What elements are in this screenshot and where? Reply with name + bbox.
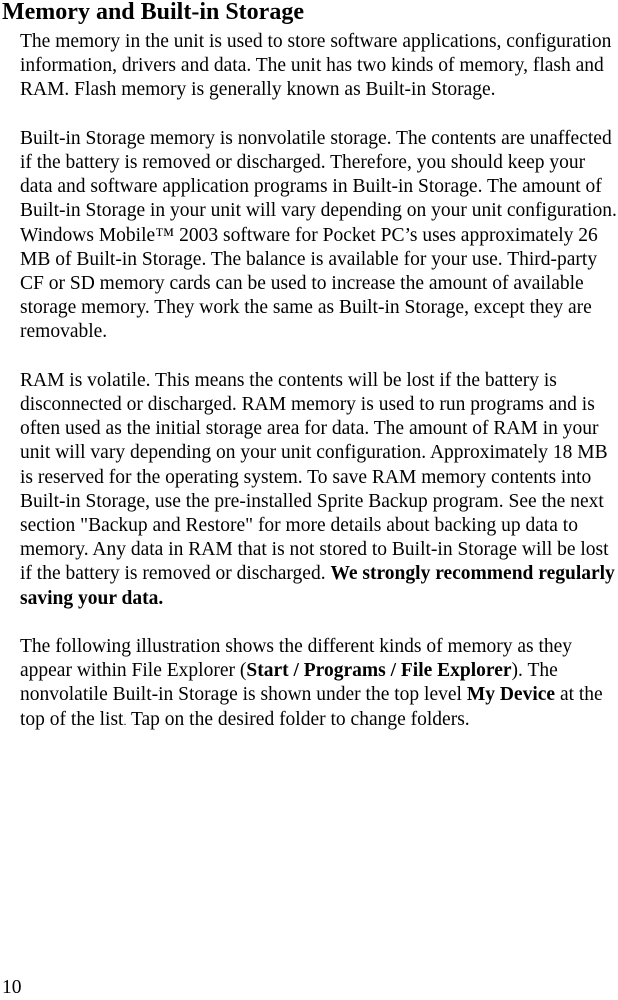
paragraph-file-explorer [20, 635, 618, 733]
ram-text: RAM is volatile. This means the contents will be lost if the battery is disconnected or discharged. RAM memory is used to run programs and is often used as the initial storage area for data. The amount of RAM in your unit will vary depending on your unit configuration. Approximately 18 MB is reserved for the operating system. To save RAM memory contents into Built-in Storage, use the pre-installed Sprite Backup program. See the next section "Backup and Restore" for more details about backing up data to memory. Any data in RAM that is not stored to Built-in Storage will be lost if the battery is removed or discharged. [20, 369, 609, 585]
file-explorer-text-2: ). The nonvolatile Built-in Storage is shown under the top level [20, 660, 558, 706]
page-title: Memory and Built-in Storage [2, 0, 304, 25]
file-explorer-text-3: at the top of the list [20, 684, 603, 730]
page-number: 10 [2, 977, 22, 998]
file-explorer-text-4: Tap on the desired folder to change folders. [126, 708, 470, 730]
save-data-emphasis: We strongly recommend regularly saving your data. [20, 563, 615, 609]
file-explorer-path: Start / Programs / File Explorer [246, 660, 512, 682]
paragraph-ram [20, 369, 618, 611]
body-text [20, 30, 618, 757]
file-explorer-text-1: The following illustration shows the different kinds of memory as they appear within File Explorer ( [20, 636, 573, 682]
small-period: . [123, 713, 127, 728]
my-device-label: My Device [466, 684, 556, 706]
paragraph-built-in-storage: Built-in Storage memory is nonvolatile storage. The contents are unaffected if the battery is removed or discharged. Therefore, you should keep your data and software application programs in Built-in Storage. The amount of Built-in Storage in your unit will vary depending on your unit configuration. Windows Mobile™ 2003 software for Pocket PC’s uses approximately 26 MB of Built-in Storage. The balance is available for your use. Third-party CF or SD memory cards can be used to increase the amount of available storage memory. They work the same as Built-in Storage, except they are removable. [20, 127, 617, 343]
paragraph-memory-intro: The memory in the unit is used to store software applications, configuration information, drivers and data. The unit has two kinds of memory, flash and RAM. Flash memory is generally known as Built-in Storage. [20, 31, 612, 101]
